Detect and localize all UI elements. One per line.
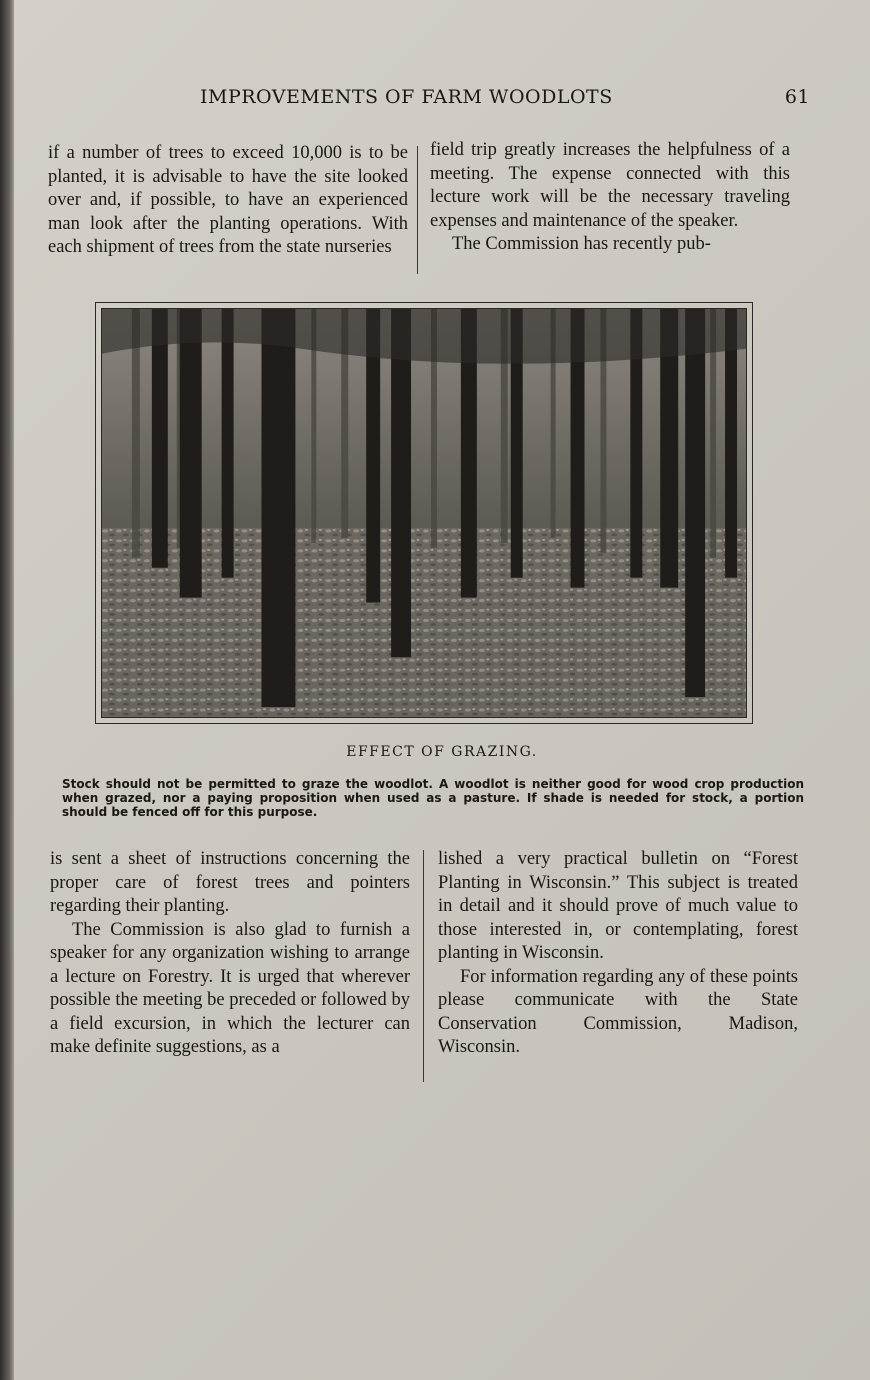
running-title: IMPROVEMENTS OF FARM WOODLOTS: [200, 86, 613, 108]
figure-caption-text: Stock should not be permitted to graze the woodlot. A woodlot is neither good for wood crop production when grazed, nor a paying proposition when used as a pasture. If shade is needed for stock, a portion should be fenced off for this purpose.: [62, 777, 804, 819]
paragraph: is sent a sheet of instructions concerning the proper care of forest trees and pointers regarding their planting.: [50, 849, 410, 916]
paragraph: The Commission is also glad to furnish a speaker for any organization wishing to arrange a lecture on Forestry. It is urged that wherever possible the meeting be preceded or followed by a field excursion, in which the lecturer can make definite suggestions, as a: [50, 919, 410, 1057]
paragraph: For information regarding any of these points please communicate with the State Conservation Commission, Madison, Wisconsin.: [438, 966, 798, 1057]
bottom-right-column: [438, 848, 798, 1060]
column-divider: [423, 850, 424, 1082]
paragraph: field trip greatly increases the helpfulness of a meeting. The expense connected with this lecture work will be the necessary traveling expenses and maintenance of the speaker.: [430, 140, 790, 231]
paragraph: if a number of trees to exceed 10,000 is to be planted, it is advisable to have the site looked over and, if possible, to have an experienced man look after the planting operations. With each shipment of trees from the state nurseries: [48, 143, 408, 257]
bottom-left-column: [50, 848, 410, 1060]
paragraph: lished a very practical bulletin on “Forest Planting in Wisconsin.” This subject is treated in detail and it should prove of much value to those interested in, or contemplating, forest planting in Wisconsin.: [438, 849, 798, 963]
top-left-column: [48, 142, 408, 260]
paragraph: The Commission has recently pub-: [452, 234, 711, 254]
column-divider: [417, 146, 418, 274]
figure-caption-title: EFFECT OF GRAZING.: [346, 744, 538, 760]
forest-photo-image: [101, 308, 747, 718]
top-right-column: [430, 139, 790, 257]
book-page: [14, 0, 870, 1380]
book-spine-shadow: [0, 0, 14, 1380]
page-number: 61: [784, 86, 810, 108]
grazing-photo: [95, 302, 753, 724]
